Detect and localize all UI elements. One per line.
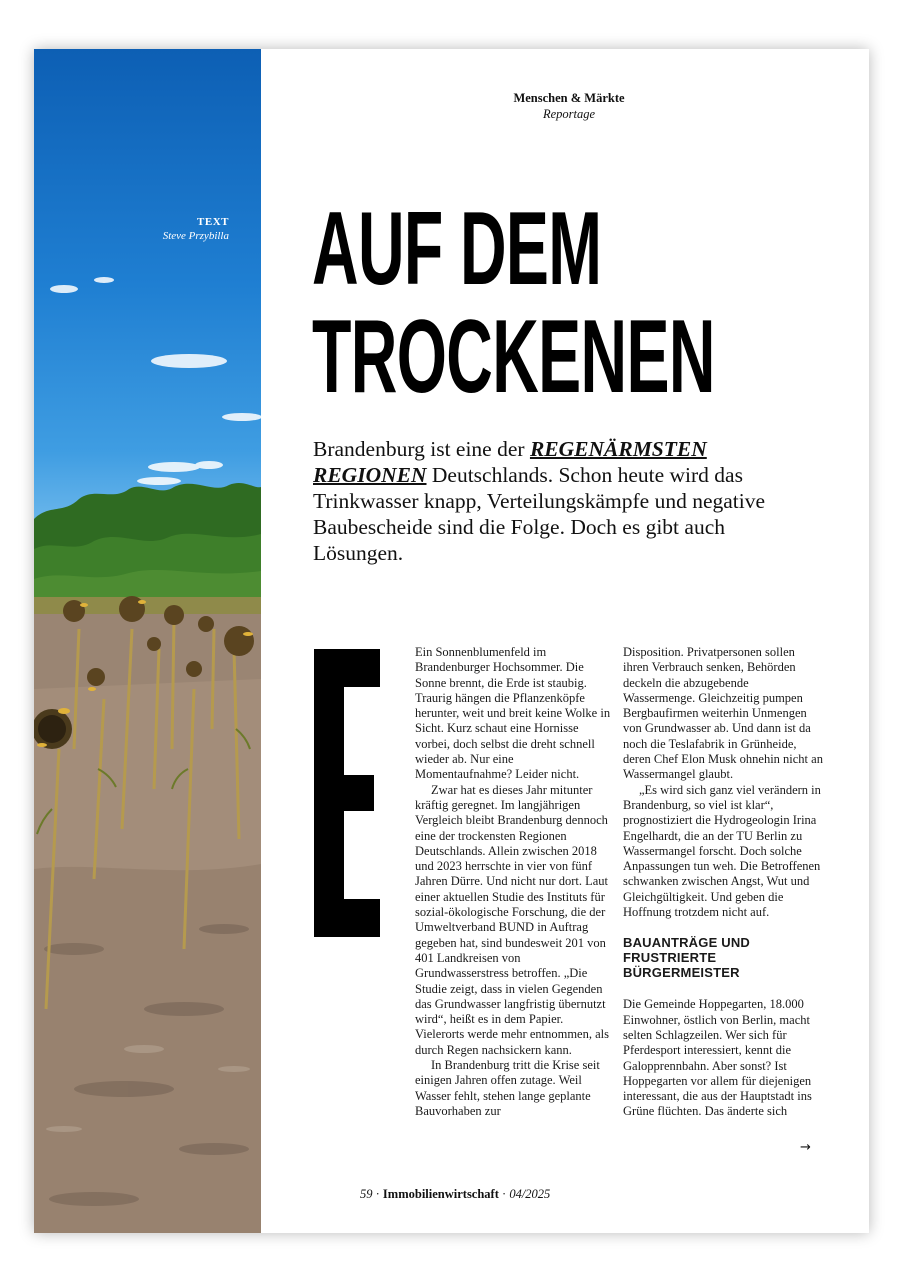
title-line-1: AUF DEM [312,191,602,307]
author-credit [163,215,229,243]
article-lead [313,436,783,566]
drop-cap-e [314,649,380,937]
body-column-2 [623,645,823,1120]
arrow-right-icon: → [800,1140,811,1155]
lead-highlight-2: REGIONEN [313,463,427,487]
article-title [312,191,715,415]
paragraph: Zwar hat es dieses Jahr mitunter kräftig geregnet. Im langjährigen Vergleich bleibt Brandenburg dennoch eine der trockensten Regionen Deutschlands. Allein zwischen 2018 und 2023 herrschte in vier von fünf Jahren Dürre. Und nicht nur dort. Laut einer aktuellen Studie des Instituts für sozial-ökologische Forschung, die der Umweltverband BUND in Auftrag gegeben hat, sind bundesweit 201 von 401 Landkreisen von Grundwasserstress betroffen. „Die Studie zeigt, dass in vielen Gegenden das Grundwasser langfristig übernutzt wird“, heißt es in dem Papier. Vielerorts werde mehr entnommen, als durch Regen nachsickern kann. [415,782,609,1057]
page-footer [360,1187,550,1202]
lead-after: Deutschlands. Schon heute wird das Trinkwasser knapp, Verteilungskämpfe und negative Baubescheide sind die Folge. Doch es gibt auch Lösungen. [313,463,766,565]
footer-separator: · [372,1187,383,1201]
sunflower-field-photo [34,49,261,1233]
paragraph: Ein Sonnenblumenfeld im Brandenburger Hochsommer. Die Sonne brennt, die Erde ist staubig. Traurig hängen die Pflanzenköpfe herunter, weit und breit keine Wolke in Sicht. Kurz schaut eine Hornisse vorbei, doch selbst die dreht schnell wieder ab. Nur eine Momentaufnahme? Leider nicht. [415,645,611,782]
section-title: Menschen & Märkte [513,91,625,105]
paragraph: Disposition. Privatpersonen sollen ihren Verbrauch senken, Behörden deckeln die abzugebende Wassermenge. Gleichzeitig pumpen Bergbaufirmen weiterhin Unmengen von Grundwasser ab. Und dann ist da noch die Teslafabrik in Grünheide, deren Chef Elon Musk ohnehin nicht an Wassermangel glaubt. [623,645,823,782]
section-subtitle: Reportage [542,107,596,121]
section-subheading: BAUANTRÄGE UND FRUSTRIERTE BÜRGERMEISTER [623,935,751,981]
lead-highlight-1: REGENÄRMSTEN [529,437,707,461]
lead-before: Brandenburg ist eine der [313,437,530,461]
paragraph: „Es wird sich ganz viel verändern in Brandenburg, so viel ist klar“, prognostiziert die Hydrogeologin Irina Engelhardt, die an der TU Berlin zu Wassermangel forscht. Doch solche Anpassungen tun weh. Die Betroffenen schwanken zwischen Angst, Wut und Gleichgültigkeit. Und geben die Hoffnung trotzdem nicht auf. [623,782,821,920]
paragraph: Die Gemeinde Hoppegarten, 18.000 Einwohner, östlich von Berlin, macht selten Schlagzeilen. Wer sich für Pferdesport interessiert, kennt die Galopprennbahn. Aber sonst? Ist Hoppegarten vor allem für diejenigen interessant, die aus der Hauptstadt ins Grüne flüchten. Das änderte sich [623,997,812,1119]
magazine-page [34,49,869,1233]
credit-author: Steve Przybilla [162,230,229,242]
body-column-1 [415,645,613,1119]
footer-separator: · [498,1187,510,1201]
credit-label: TEXT [197,216,229,228]
section-header [434,90,704,122]
paragraph: In Brandenburg tritt die Krise seit einigen Jahren offen zutage. Weil Wasser fehlt, stehen lange geplante Bauvorhaben zur [415,1058,600,1118]
issue-number: 04/2025 [509,1187,551,1201]
title-line-2: TROCKENEN [312,299,715,415]
page-number: 59 [360,1187,373,1201]
magazine-name: Immobilienwirtschaft [382,1187,499,1201]
